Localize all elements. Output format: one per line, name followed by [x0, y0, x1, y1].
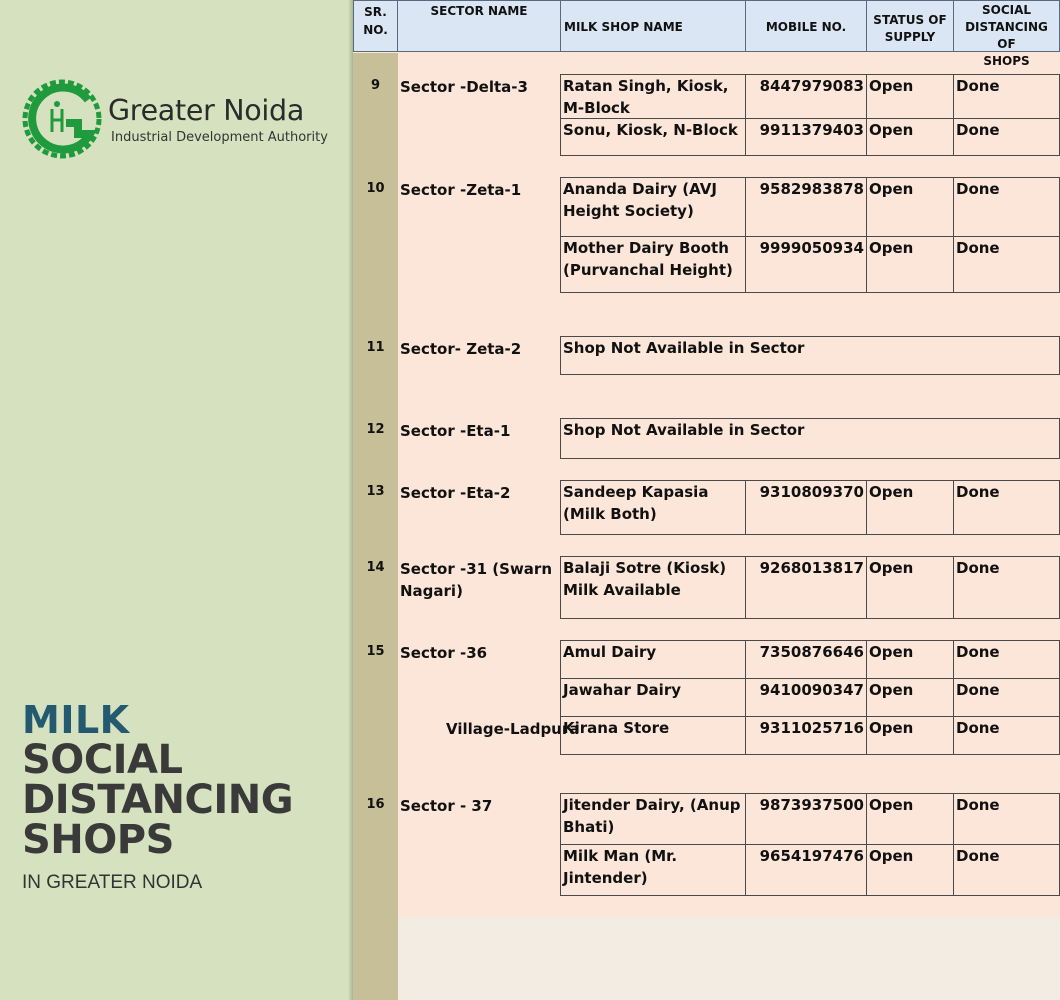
- mobile-number: 9911379403: [745, 118, 867, 156]
- poster-subtitle: IN GREATER NOIDA: [22, 872, 203, 893]
- shop-not-available-note: Shop Not Available in Sector: [560, 418, 1060, 459]
- header-shop: [560, 0, 746, 52]
- sector-name: Sector - 37: [400, 797, 493, 815]
- sector-name: Sector -36: [400, 644, 488, 662]
- supply-status: Open: [866, 716, 954, 755]
- left-panel: [0, 0, 352, 1000]
- shop-name: Sandeep Kapasia (Milk Both): [560, 480, 746, 535]
- sr-number: 10: [366, 181, 385, 196]
- sector-name: Sector- Zeta-2: [400, 340, 522, 358]
- distancing-status: Done: [953, 74, 1060, 119]
- supply-status: Open: [866, 118, 954, 156]
- shop-name: Jitender Dairy, (Anup Bhati): [560, 793, 746, 845]
- header-status-line1: STATUS OF: [873, 13, 947, 27]
- sr-number: 13: [366, 484, 385, 499]
- gnida-emblem-icon: [22, 74, 104, 164]
- mobile-number: 9873937500: [745, 793, 867, 845]
- poster-line-milk: MILK: [22, 698, 130, 742]
- sr-number: 11: [366, 340, 385, 355]
- shop-name: Milk Man (Mr. Jintender): [560, 844, 746, 896]
- shop-name: Mother Dairy Booth (Purvanchal Height): [560, 236, 746, 293]
- logo-subtitle: Industrial Development Authority: [111, 130, 328, 145]
- header-sr-line1: SR.: [364, 5, 387, 19]
- header-sector: [397, 0, 561, 52]
- header-distancing-line2: DISTANCING OF: [965, 20, 1048, 51]
- distancing-status: Done: [953, 480, 1060, 535]
- mobile-number: 9410090347: [745, 678, 867, 717]
- shop-name: Balaji Sotre (Kiosk) Milk Available: [560, 556, 746, 619]
- supply-status: Open: [866, 177, 954, 237]
- supply-status: Open: [866, 793, 954, 845]
- distancing-status: Done: [953, 556, 1060, 619]
- shop-name: Amul Dairy: [560, 640, 746, 679]
- distancing-status: Done: [953, 716, 1060, 755]
- mobile-number: 9310809370: [745, 480, 867, 535]
- header-status-line2: SUPPLY: [884, 30, 936, 44]
- supply-status: Open: [866, 640, 954, 679]
- shop-not-available-note: Shop Not Available in Sector: [560, 336, 1060, 375]
- sr-number: 14: [366, 560, 385, 575]
- distancing-status: Done: [953, 236, 1060, 293]
- mobile-number: 9582983878: [745, 177, 867, 237]
- distancing-status: Done: [953, 177, 1060, 237]
- header-distancing: [953, 0, 1060, 68]
- sr-number: 15: [366, 644, 385, 659]
- header-distancing-line3: SHOPS: [983, 54, 1030, 68]
- shop-name: Sonu, Kiosk, N-Block: [560, 118, 746, 156]
- header-sector-label: SECTOR NAME: [430, 4, 528, 18]
- supply-status: Open: [866, 678, 954, 717]
- mobile-number: 9268013817: [745, 556, 867, 619]
- sr-number: 12: [366, 422, 385, 437]
- header-status: [866, 0, 954, 52]
- header-shop-label: MILK SHOP NAME: [564, 20, 683, 34]
- header-sr-line2: NO.: [363, 23, 388, 37]
- distancing-status: Done: [953, 844, 1060, 896]
- supply-status: Open: [866, 480, 954, 535]
- header-sr: [353, 0, 398, 52]
- shop-name: Kirana Store: [560, 716, 746, 755]
- supply-status: Open: [866, 556, 954, 619]
- mobile-number: 8447979083: [745, 74, 867, 119]
- mobile-number: 7350876646: [745, 640, 867, 679]
- header-mobile-label: MOBILE NO.: [765, 20, 847, 34]
- poster-line-distancing: DISTANCING: [22, 777, 294, 823]
- sector-name: Sector -Delta-3: [400, 78, 528, 96]
- poster-line-social: SOCIAL: [22, 737, 183, 783]
- sector-name: Sector -Eta-1: [400, 422, 511, 440]
- distancing-status: Done: [953, 640, 1060, 679]
- supply-status: Open: [866, 844, 954, 896]
- header-distancing-line1: SOCIAL: [981, 3, 1032, 17]
- shop-name: Ananda Dairy (AVJ Height Society): [560, 177, 746, 237]
- mobile-number: 9311025716: [745, 716, 867, 755]
- logo-title: Greater Noida: [108, 94, 304, 127]
- distancing-status: Done: [953, 118, 1060, 156]
- distancing-status: Done: [953, 678, 1060, 717]
- sheet-bottom: [398, 917, 1060, 1000]
- shop-name: Ratan Singh, Kiosk, M-Block: [560, 74, 746, 119]
- sr-number: 16: [366, 797, 385, 812]
- village-name: Village-Ladpura: [446, 720, 580, 738]
- mobile-number: 9654197476: [745, 844, 867, 896]
- shop-name: Jawahar Dairy: [560, 678, 746, 717]
- sector-name: Sector -Zeta-1: [400, 181, 522, 199]
- header-mobile: [745, 0, 867, 52]
- poster-title: [22, 700, 342, 894]
- distancing-status: Done: [953, 793, 1060, 845]
- sr-number: 9: [370, 78, 381, 93]
- poster-line-shops: SHOPS: [22, 817, 174, 863]
- authority-logo: [22, 74, 342, 164]
- supply-status: Open: [866, 74, 954, 119]
- sector-name: Sector -Eta-2: [400, 484, 511, 502]
- sector-name: Sector -31 (Swarn Nagari): [400, 560, 552, 600]
- mobile-number: 9999050934: [745, 236, 867, 293]
- supply-status: Open: [866, 236, 954, 293]
